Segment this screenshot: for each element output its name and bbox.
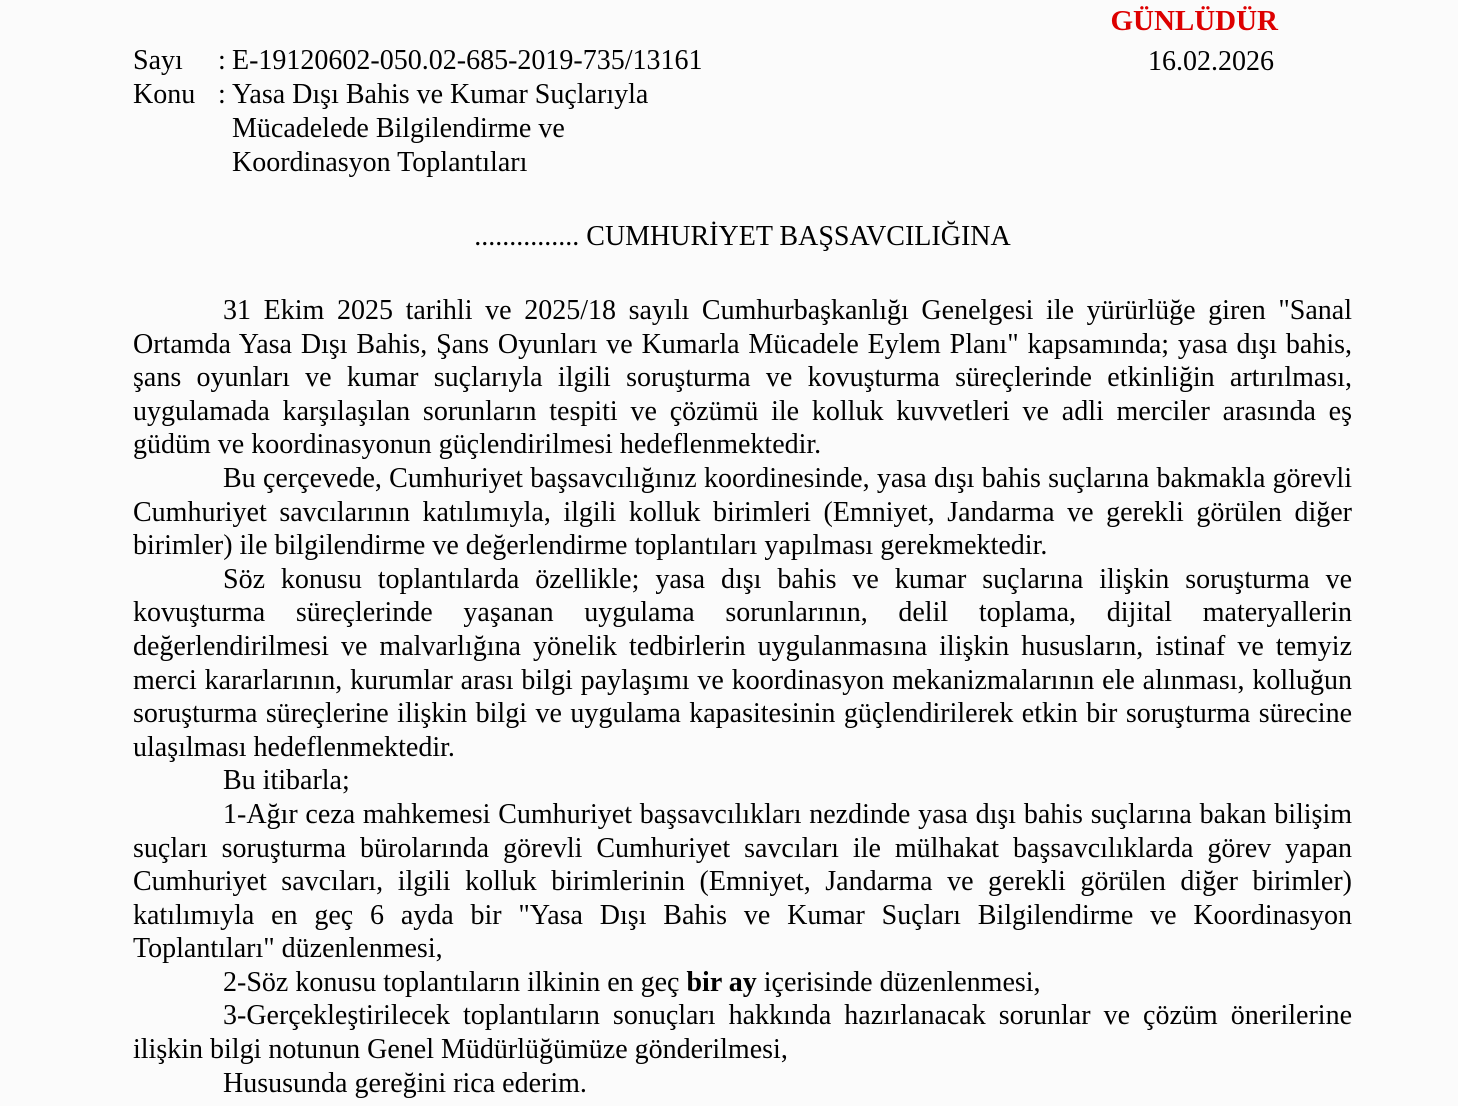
konu-value-line-1: Yasa Dışı Bahis ve Kumar Suçlarıyla — [232, 79, 649, 110]
document-meta — [133, 44, 703, 180]
document-body — [133, 294, 1352, 1100]
sayi-value: E-19120602-050.02-685-2019-735/13161 — [232, 45, 703, 76]
konu-colon: : — [218, 79, 226, 110]
body-item-2-bold: bir ay — [686, 966, 757, 998]
sayi-label: Sayı — [133, 45, 183, 76]
body-closing: Hususunda gereğini rica ederim. — [223, 1067, 587, 1099]
body-item-3: 3-Gerçekleştirilecek toplantıların sonuçları hakkında hazırlanacak sorunlar ve çözüm önerilerine ilişkin bilgi notunun Genel Müdürlüğümüze gönderilmesi, — [133, 1000, 1352, 1066]
body-paragraph-2: Bu çerçevede, Cumhuriyet başsavcılığınız koordinesinde, yasa dışı bahis suçlarına bakmakla görevli Cumhuriyet savcılarının katılımıyla, ilgili kolluk birimleri (Emniyet, Jandarma ve gerekli görülen diğer birimler) ile bilgilendirme ve değerlendirme toplantıları yapılması gerekmektedir. — [133, 462, 1352, 562]
document-date: 16.02.2026 — [1148, 46, 1274, 77]
meta-konu-row — [133, 78, 703, 180]
body-item-2-suffix: içerisinde düzenlenmesi, — [756, 966, 1041, 998]
konu-label: Konu — [133, 79, 196, 110]
addressee-line: ............... CUMHURİYET BAŞSAVCILIĞINA — [474, 221, 1011, 252]
body-item-2-prefix: 2-Söz konusu toplantıların ilkinin en geç — [223, 966, 687, 998]
body-paragraph-1: 31 Ekim 2025 tarihli ve 2025/18 sayılı Cumhurbaşkanlığı Genelgesi ile yürürlüğe giren "Sanal Ortamda Yasa Dışı Bahis, Şans Oyunları ve Kumarla Mücadele Eylem Planı" kapsamında; yasa dışı bahis, şans oyunları ve kumar suçlarıyla ilgili soruşturma ve kovuşturma süreçlerinde etkinliğin artırılması, uygulamada karşılaşılan sorunların tespiti ve çözümü ile kolluk kuvvetleri ve adli merciler arasında eş güdüm ve koordinasyonun güçlendirilmesi hedeflenmektedir. — [133, 295, 1352, 461]
meta-sayi-row — [133, 44, 703, 78]
classification-stamp: GÜNLÜDÜR — [1110, 5, 1278, 37]
konu-value-line-3: Koordinasyon Toplantıları — [232, 147, 528, 178]
body-transition: Bu itibarla; — [223, 765, 350, 797]
body-item-2 — [133, 966, 1352, 1000]
konu-value — [232, 78, 648, 180]
konu-value-line-2: Mücadelede Bilgilendirme ve — [232, 113, 565, 144]
sayi-colon: : — [218, 45, 226, 76]
body-item-1: 1-Ağır ceza mahkemesi Cumhuriyet başsavcılıkları nezdinde yasa dışı bahis suçlarına bakan bilişim suçları soruşturma bürolarında görevli Cumhuriyet savcıları ile mülhakat başsavcılıklarda görev yapan Cumhuriyet savcıları, ilgili kolluk birimlerinin (Emniyet, Jandarma ve gerekli görülen diğer birimler) katılımıyla en geç 6 ayda bir "Yasa Dışı Bahis ve Kumar Suçları Bilgilendirme ve Koordinasyon Toplantıları" düzenlenmesi, — [133, 798, 1352, 965]
body-paragraph-3: Söz konusu toplantılarda özellikle; yasa dışı bahis ve kumar suçlarına ilişkin soruşturma ve kovuşturma süreçlerinde yaşanan uygulama sorunlarının, delil toplama, dijital materyallerin değerlendirilmesi ve malvarlığına yönelik tedbirlerin uygulanmasına ilişkin hususların, istinaf ve temyiz merci kararlarının, kurumlar arası bilgi paylaşımı ve koordinasyon mekanizmalarının ele alınması, kolluğun soruşturma süreçlerine ilişkin bilgi ve uygulama kapasitesinin güçlendirilerek etkin bir soruşturma sürecine ulaşılması hedeflenmektedir. — [133, 563, 1352, 763]
